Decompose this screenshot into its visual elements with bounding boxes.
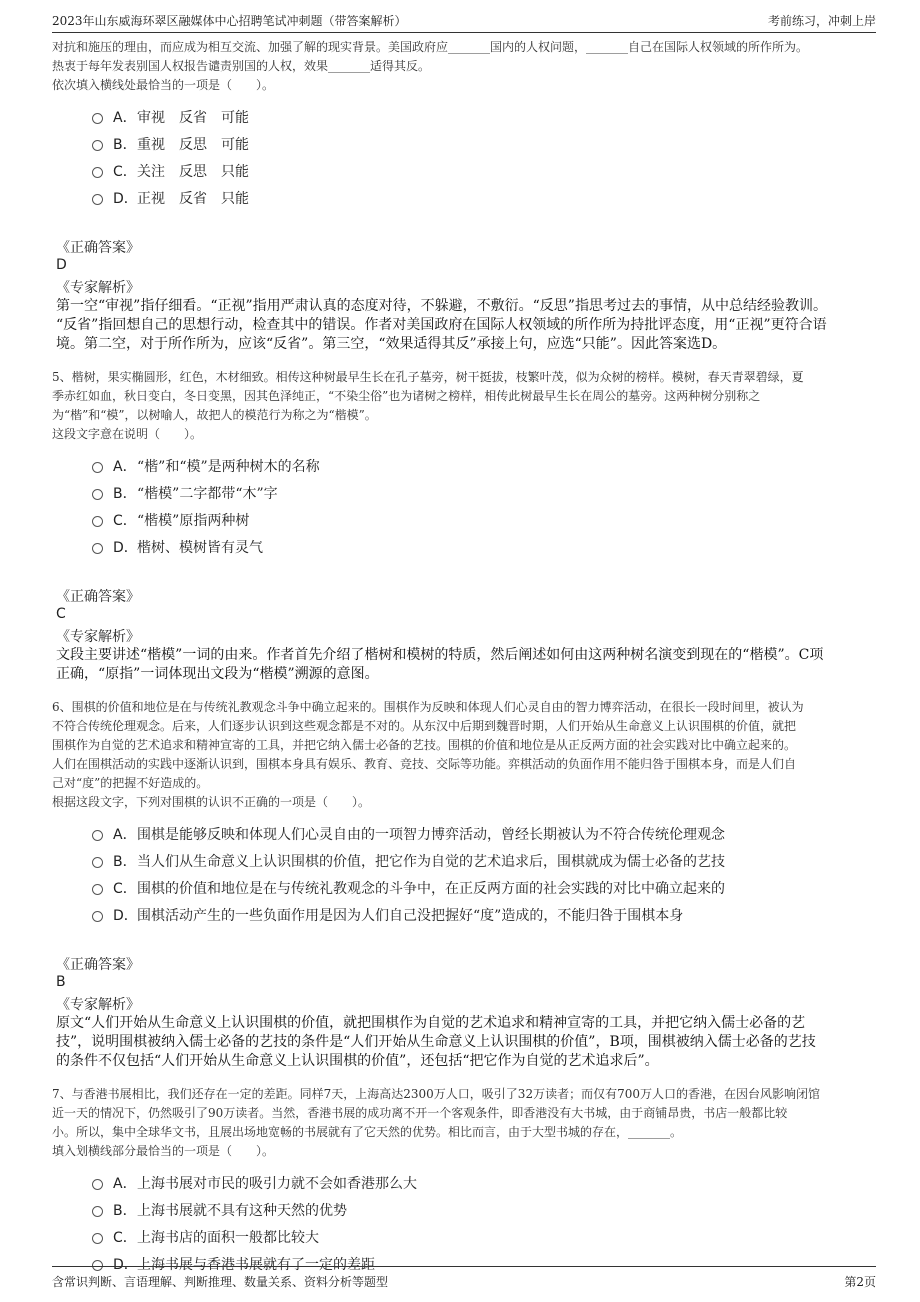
option-a[interactable]: A． 审视 反省 可能 xyxy=(92,103,872,130)
passage-line: 6、围棋的价值和地位是在与传统礼教观念斗争中确立起来的。围棋作为反映和体现人们心灵自由的智力博弈活动，在很长一段时间里，被认为 xyxy=(52,700,804,714)
explanation-line: 的条件不仅包括“人们开始从生命意义上认识围棋的价值”，还包括“把它作为自觉的艺术追求后”。 xyxy=(56,1053,659,1069)
option-list xyxy=(92,820,872,928)
question-prompt: 根据这段文字，下列对围棋的认识不正确的一项是（ ）。 xyxy=(52,795,371,809)
option-b[interactable]: B． “楷模”二字都带“木”字 xyxy=(92,479,872,506)
explanation-title: 《专家解析》 xyxy=(56,280,140,296)
passage-line: 人们在围棋活动的实践中逐渐认识到，围棋本身具有娱乐、教育、竞技、交际等功能。弈棋活动的负面作用不能归咎于围棋本身，而是人们自 xyxy=(52,757,797,771)
radio-icon[interactable] xyxy=(92,1179,103,1190)
radio-icon[interactable] xyxy=(92,911,103,922)
radio-icon[interactable] xyxy=(92,1206,103,1217)
passage-line: 围棋作为自觉的艺术追求和精神宣寄的工具，并把它纳入儒士必备的艺技。围棋的价值和地位是从正反两方面的社会实践对比中确立起来的。 xyxy=(52,738,797,752)
radio-icon[interactable] xyxy=(92,140,103,151)
passage-line: 季赤红如血，秋日变白，冬日变黑，因其色泽纯正，“不染尘俗”也为诸树之榜样，相传此树最早生长在周公的墓旁。这两种树分别称之 xyxy=(52,389,761,403)
explanation-line: 境。第二空，对于所作所为，应该“反省”。第三空，“效果适得其反”承接上句，应选“只能”。因此答案选D。 xyxy=(56,336,727,352)
answer-value: B xyxy=(56,974,66,990)
answer-value: C xyxy=(56,606,66,622)
explanation-title: 《专家解析》 xyxy=(56,997,140,1013)
option-c[interactable]: C． “楷模”原指两种树 xyxy=(92,506,872,533)
passage-line: 近一天的情况下，仍然吸引了90万读者。当然，香港书展的成功离不开一个客观条件，即香港没有大书城，由于商铺昂贵，书店一般都比较 xyxy=(52,1106,788,1120)
radio-icon[interactable] xyxy=(92,857,103,868)
option-list xyxy=(92,103,872,211)
explanation-line: 第一空“审视”指仔细看。“正视”指用严肃认真的态度对待，不躲避，不敷衍。“反思”指思考过去的事情，从中总结经验教训。 xyxy=(56,298,827,314)
option-b[interactable]: B． 重视 反思 可能 xyxy=(92,130,872,157)
radio-icon[interactable] xyxy=(92,1233,103,1244)
radio-icon[interactable] xyxy=(92,462,103,473)
option-c[interactable]: C． 围棋的价值和地位是在与传统礼教观念的斗争中，在正反两方面的社会实践的对比中确立起来的 xyxy=(92,874,872,901)
option-b[interactable]: B． 上海书展就不具有这种天然的优势 xyxy=(92,1196,872,1223)
option-d[interactable]: D． 楷树、模树皆有灵气 xyxy=(92,533,872,560)
radio-icon[interactable] xyxy=(92,516,103,527)
question-4 xyxy=(52,38,872,354)
option-list xyxy=(92,1169,872,1277)
passage-line: 不符合传统伦理观念。后来，人们逐步认识到这些观念都是不对的。从东汉中后期到魏晋时期，人们开始从生命意义上认识围棋的价值，就把 xyxy=(52,719,797,733)
document-content xyxy=(52,38,872,1277)
passage-line: 热衷于每年发表别国人权报告谴责别国的人权，效果_______适得其反。 xyxy=(52,59,431,73)
answer-title: 《正确答案》 xyxy=(56,957,140,973)
question-7 xyxy=(52,1085,872,1277)
header-slogan: 考前练习，冲刺上岸 xyxy=(767,14,876,28)
page-footer xyxy=(52,1266,876,1291)
option-b[interactable]: B． 当人们从生命意义上认识围棋的价值，把它作为自觉的艺术追求后，围棋就成为儒士必备的艺技 xyxy=(92,847,872,874)
radio-icon[interactable] xyxy=(92,194,103,205)
answer-title: 《正确答案》 xyxy=(56,589,140,605)
radio-icon[interactable] xyxy=(92,113,103,124)
passage-line: 5、楷树，果实椭圆形，红色，木材细致。相传这种树最早生长在孔子墓旁，树干挺拔，枝繁叶茂，似为众树的榜样。模树，春天青翠碧绿，夏 xyxy=(52,370,804,384)
passage-line: 为“楷”和“模”，以树喻人，故把人的模范行为称之为“楷模”。 xyxy=(52,408,377,422)
answer-value: D xyxy=(56,257,67,273)
question-5 xyxy=(52,368,872,684)
question-prompt: 依次填入横线处最恰当的一项是（ ）。 xyxy=(52,78,275,92)
passage-line: 小。所以，集中全球华文书，且展出场地宽畅的书展就有了它天然的优势。相比而言，由于大型书城的存在，_______。 xyxy=(52,1125,683,1139)
option-d[interactable]: D． 围棋活动产生的一些负面作用是因为人们自己没把握好“度”造成的，不能归咎于围棋本身 xyxy=(92,901,872,928)
question-prompt: 填入划横线部分最恰当的一项是（ ）。 xyxy=(52,1144,275,1158)
explanation-line: 原文“人们开始从生命意义上认识围棋的价值，就把围棋作为自觉的艺术追求和精神宣寄的工具，并把它纳入儒士必备的艺 xyxy=(56,1015,806,1031)
explanation-line: 文段主要讲述“楷模”一词的由来。作者首先介绍了楷树和模树的特质，然后阐述如何由这两种树名演变到现在的“楷模”。C项 xyxy=(56,647,824,663)
question-6 xyxy=(52,698,872,1071)
radio-icon[interactable] xyxy=(92,830,103,841)
explanation-line: “反省”指回想自己的思想行动，检查其中的错误。作者对美国政府在国际人权领域的所作所为持批评态度，用“正视”更符合语 xyxy=(56,317,827,333)
radio-icon[interactable] xyxy=(92,884,103,895)
answer-title: 《正确答案》 xyxy=(56,240,140,256)
option-a[interactable]: A． 围棋是能够反映和体现人们心灵自由的一项智力博弈活动，曾经长期被认为不符合传统伦理观念 xyxy=(92,820,872,847)
footer-note: 含常识判断、言语理解、判断推理、数量关系、资料分析等题型 xyxy=(52,1275,389,1289)
radio-icon[interactable] xyxy=(92,543,103,554)
passage-line: 对抗和施压的理由，而应成为相互交流、加强了解的现实背景。美国政府应_______国内的人权问题，_______自己在国际人权领域的所作所为。 xyxy=(52,40,809,54)
radio-icon[interactable] xyxy=(92,489,103,500)
radio-icon[interactable] xyxy=(92,167,103,178)
page-number: 第2页 xyxy=(844,1275,876,1289)
option-a[interactable]: A． “楷”和“模”是两种树木的名称 xyxy=(92,452,872,479)
explanation-line: 技”，说明围棋被纳入儒士必备的艺技的条件是“人们开始从生命意义上认识围棋的价值”，B项，围棋被纳入儒士必备的艺技 xyxy=(56,1034,816,1050)
question-prompt: 这段文字意在说明（ ）。 xyxy=(52,427,203,441)
option-c[interactable]: C． 关注 反思 只能 xyxy=(92,157,872,184)
page-header xyxy=(52,8,876,33)
option-d[interactable]: D． 上海书展与香港书展就有了一定的差距 xyxy=(92,1250,872,1277)
option-c[interactable]: C． 上海书店的面积一般都比较大 xyxy=(92,1223,872,1250)
explanation-line: 正确，“原指”一词体现出文段为“楷模”溯源的意图。 xyxy=(56,666,379,682)
option-d[interactable]: D． 正视 反省 只能 xyxy=(92,184,872,211)
passage-line: 7、与香港书展相比，我们还存在一定的差距。同样7天，上海高达2300万人口，吸引了32万读者；而仅有700万人口的香港，在因台风影响闭馆 xyxy=(52,1087,820,1101)
passage-line: 己对“度”的把握不好造成的。 xyxy=(52,776,209,790)
document-title: 2023年山东威海环翠区融媒体中心招聘笔试冲刺题（带答案解析） xyxy=(52,14,407,28)
explanation-title: 《专家解析》 xyxy=(56,629,140,645)
option-list xyxy=(92,452,872,560)
option-a[interactable]: A． 上海书展对市民的吸引力就不会如香港那么大 xyxy=(92,1169,872,1196)
